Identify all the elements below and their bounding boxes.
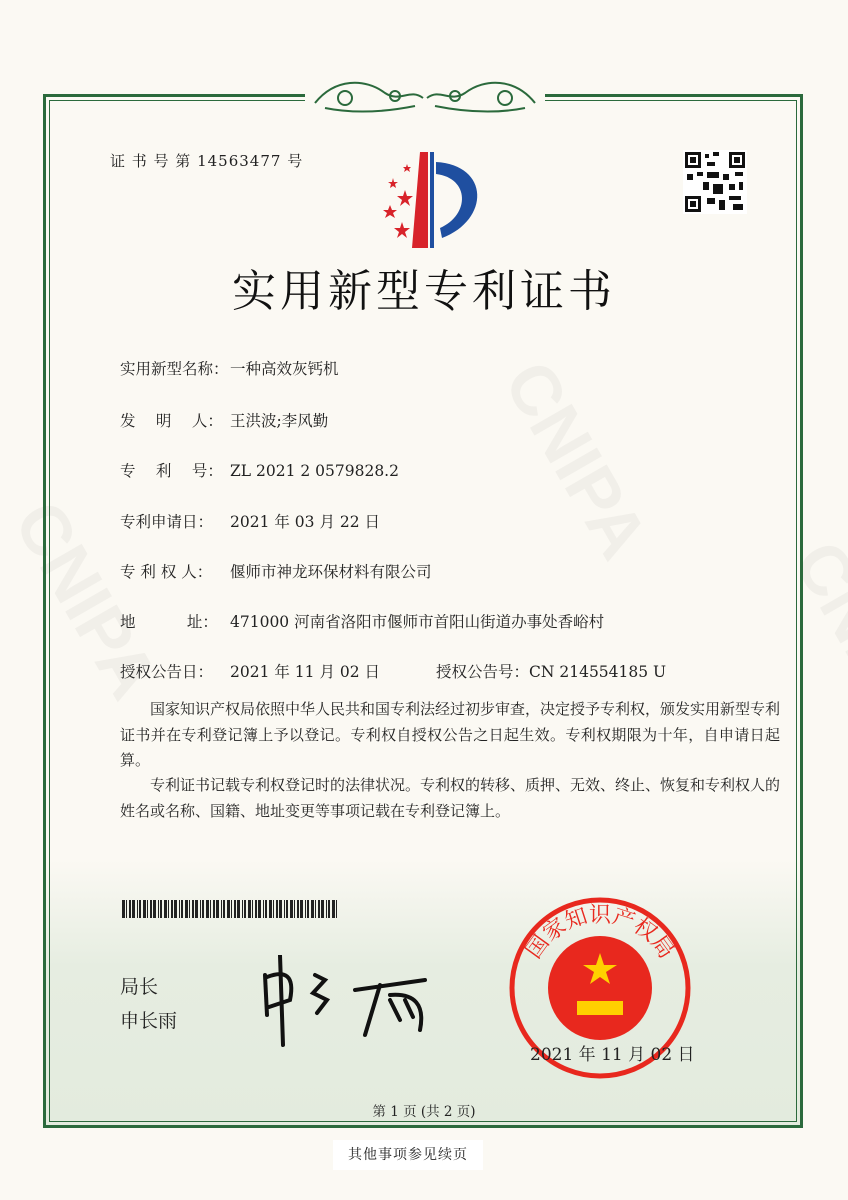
signature-icon (255, 955, 445, 1050)
field-value: 2021 年 03 月 22 日 (230, 513, 381, 531)
seal-text: 国家知识产权局 (521, 903, 679, 964)
barcode-bar (318, 900, 320, 918)
barcode-bar (171, 900, 173, 918)
barcode-bar (129, 900, 131, 918)
barcode-bar (294, 900, 295, 918)
field-label: 专 利 权 人： (120, 563, 213, 581)
qr-code-icon (683, 150, 747, 214)
barcode-bar (286, 900, 288, 918)
barcode-bar (237, 900, 240, 918)
barcode-bar (143, 900, 146, 918)
barcode-bar (269, 900, 272, 918)
barcode-bar (223, 900, 225, 918)
barcode-bar (311, 900, 314, 918)
barcode-bar (153, 900, 156, 918)
barcode-bar (332, 900, 335, 918)
barcode-bar (300, 900, 303, 918)
chief-title: 局长 (120, 976, 159, 998)
barcode-bar (126, 900, 127, 918)
field-value: 一种高效灰钙机 (230, 360, 339, 378)
field-value: 王洪波;李风勤 (230, 412, 329, 430)
certificate-number: 证 书 号 第 14563477 号 (110, 152, 304, 170)
field-value: ZL 2021 2 0579828.2 (230, 462, 399, 480)
body-paragraph: 国家知识产权局依照中华人民共和国专利法经过初步审查，决定授予专利权，颁发实用新型专利证书并在专利登记簿上予以登记。专利权自授权公告之日起生效。专利权期限为十年，自申请日起算。 (120, 700, 781, 769)
barcode-bar (258, 900, 261, 918)
barcode-bar (279, 900, 282, 918)
barcode-bar (242, 900, 243, 918)
certificate-title: 实用新型专利证书 (232, 266, 616, 317)
field-label: 授权公告日： (120, 663, 214, 681)
barcode-bar (150, 900, 152, 918)
barcode-bar (179, 900, 180, 918)
field-label: 专利申请日： (120, 513, 214, 531)
barcode-bar (147, 900, 148, 918)
body-paragraph: 专利证书记载专利权登记时的法律状况。专利权的转移、质押、无效、终止、恢复和专利权人的姓名或名称、国籍、地址变更等事项记载在专利登记簿上。 (120, 776, 781, 820)
seal-date: 2021 年 11 月 02 日 (530, 1045, 695, 1065)
barcode-bar (252, 900, 253, 918)
field-address (120, 610, 604, 632)
barcode-bar (216, 900, 219, 918)
barcode-bar (290, 900, 293, 918)
barcode-bar (276, 900, 278, 918)
barcode-bar (137, 900, 138, 918)
barcode-bar (192, 900, 194, 918)
barcode-bar (181, 900, 183, 918)
barcode-bar (321, 900, 324, 918)
barcode-bar (231, 900, 232, 918)
field-patentee (120, 560, 432, 582)
field-utility-model-name (120, 357, 339, 379)
barcode-bar (244, 900, 246, 918)
field-value: 471000 河南省洛阳市偃师市首阳山街道办事处香峪村 (230, 613, 605, 631)
field-label: 授权公告号： (436, 663, 530, 681)
barcode-icon (122, 900, 340, 918)
top-ornament-icon (305, 68, 545, 118)
barcode-bar (234, 900, 236, 918)
field-grant-number (436, 660, 666, 682)
chief-name: 申长雨 (120, 1010, 178, 1032)
field-value: CN 214554185 U (529, 663, 667, 681)
barcode-bar (189, 900, 190, 918)
field-value: 2021 年 11 月 02 日 (230, 663, 381, 681)
barcode-bar (185, 900, 188, 918)
page-number: 第 1 页 (共 2 页) (372, 1104, 476, 1120)
barcode-bar (255, 900, 257, 918)
barcode-bar (315, 900, 316, 918)
barcode-bar (210, 900, 211, 918)
field-label: 发 明 人： (120, 412, 223, 430)
barcode-bar (139, 900, 141, 918)
barcode-bar (168, 900, 169, 918)
barcode-bar (307, 900, 309, 918)
barcode-bar (263, 900, 264, 918)
barcode-bar (265, 900, 267, 918)
field-patent-number (120, 459, 399, 481)
field-label: 地 址： (120, 613, 218, 631)
barcode-bar (213, 900, 215, 918)
barcode-bar (284, 900, 285, 918)
barcode-bar (227, 900, 230, 918)
barcode-bar (248, 900, 251, 918)
barcode-bar (160, 900, 162, 918)
field-label: 专 利 号： (120, 462, 223, 480)
barcode-bar (164, 900, 167, 918)
barcode-bar (305, 900, 306, 918)
barcode-bar (132, 900, 135, 918)
barcode-bar (158, 900, 159, 918)
barcode-bar (206, 900, 209, 918)
field-grant-date (120, 660, 380, 682)
barcode-bar (336, 900, 337, 918)
cnipa-logo-icon (360, 150, 490, 250)
barcode-bar (326, 900, 327, 918)
barcode-bar (202, 900, 204, 918)
barcode-bar (297, 900, 299, 918)
field-label: 实用新型名称： (120, 360, 229, 378)
field-application-date (120, 510, 380, 532)
barcode-bar (273, 900, 274, 918)
field-inventors (120, 409, 328, 431)
continued-note: 其他事项参见续页 (333, 1140, 483, 1170)
barcode-bar (200, 900, 201, 918)
barcode-bar (122, 900, 125, 918)
barcode-bar (195, 900, 198, 918)
barcode-bar (328, 900, 330, 918)
barcode-bar (174, 900, 177, 918)
field-value: 偃师市神龙环保材料有限公司 (230, 563, 432, 581)
barcode-bar (221, 900, 222, 918)
